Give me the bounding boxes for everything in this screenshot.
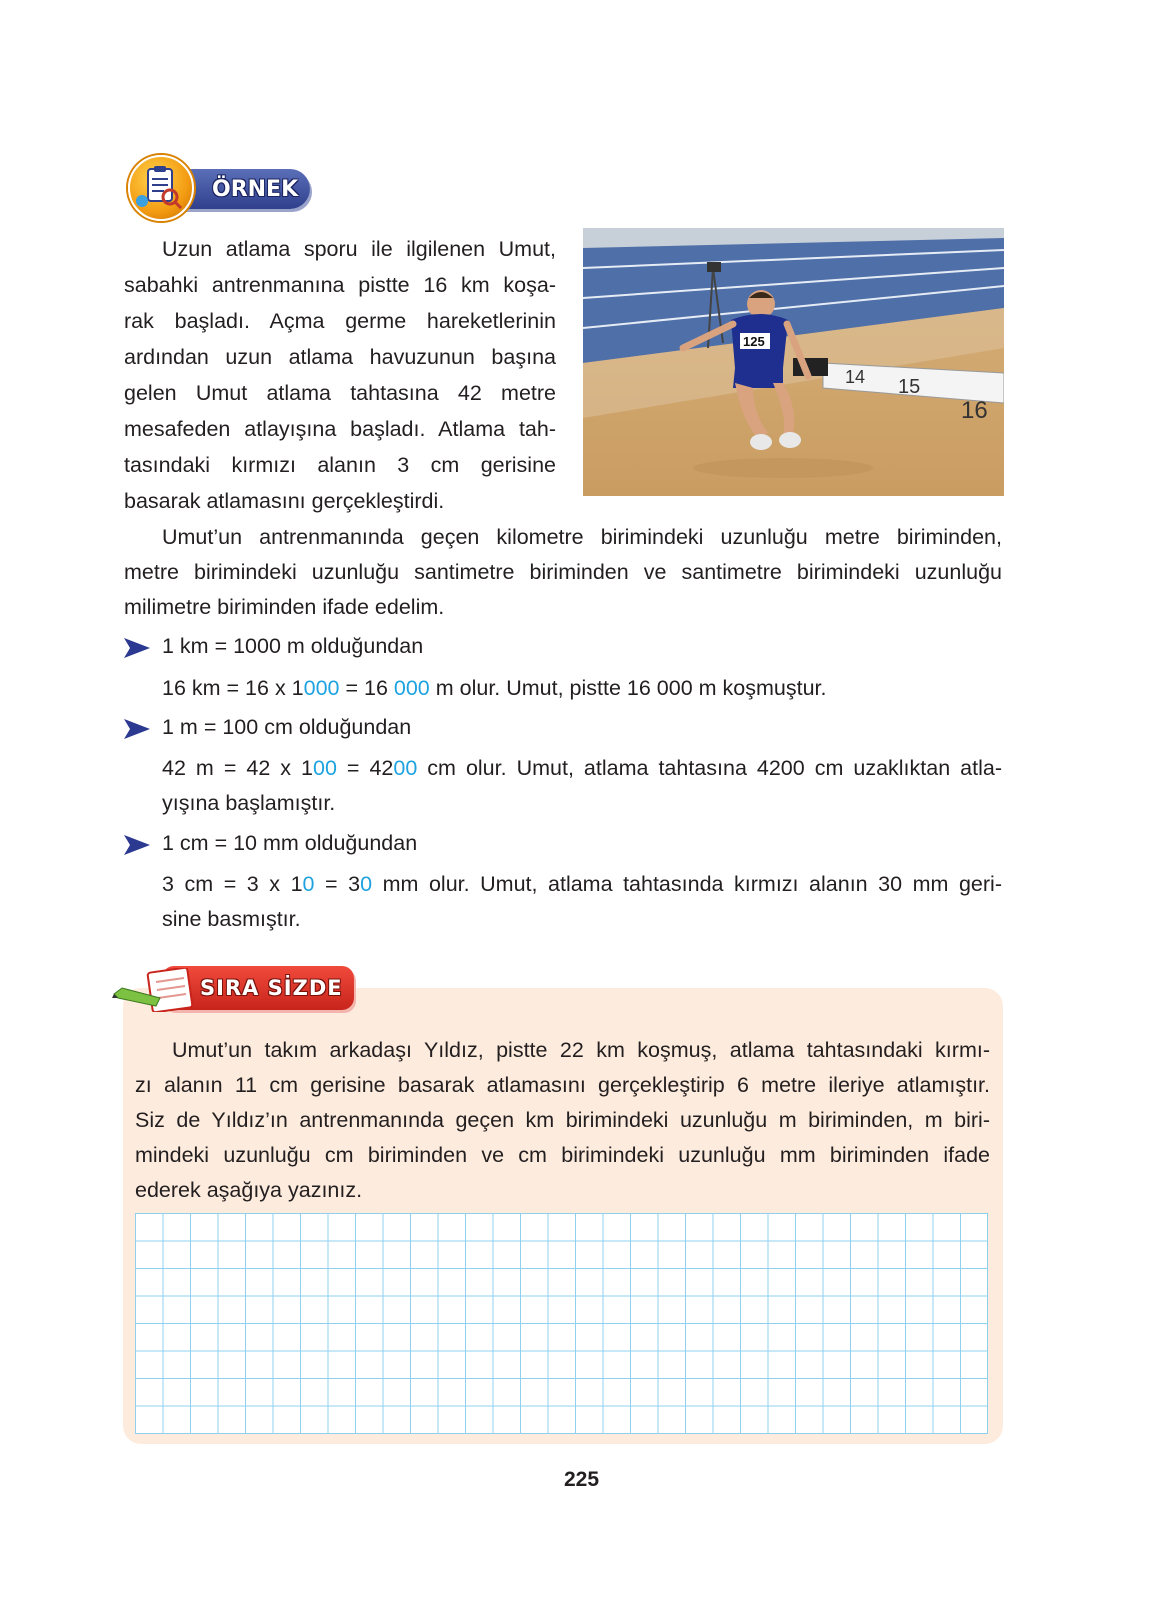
bib-number: 125: [743, 334, 765, 349]
task-line: milimetre biriminden ifade edelim.: [124, 595, 445, 619]
intro-line: Uzun atlama sporu ile ilgilenen Umut,: [162, 237, 556, 261]
calc-highlight: 000: [393, 676, 430, 700]
sira-line: Siz de Yıldız’ın antrenmanında geçen km birimindeki uzunluğu m biriminden, m biri-: [135, 1108, 990, 1132]
step-rule: 1 m = 100 cm olduğundan: [162, 715, 412, 739]
arrow-bullet-icon: [124, 835, 150, 855]
sira-line: mindeki uzunluğu cm biriminden ve cm birimindeki uzunluğu mm biriminden ifade: [135, 1143, 990, 1167]
intro-line: basarak atlamasını gerçekleştirdi.: [124, 489, 445, 513]
clipboard-icon: [128, 155, 194, 221]
ornek-label: ÖRNEK: [212, 177, 299, 202]
calc-text: 3 cm = 3 x 1: [162, 872, 303, 896]
calc-highlight: 00: [393, 756, 418, 780]
board-number: 15: [898, 376, 921, 398]
answer-grid[interactable]: [135, 1213, 988, 1434]
calc-highlight: 00: [312, 756, 337, 780]
calc-text: mm olur. Umut, atlama tahtasında kırmızı alanın 30 mm geri-: [372, 872, 1002, 896]
arrow-bullet-icon: [124, 638, 150, 658]
intro-line: mesafeden atlayışına başladı. Atlama tah-: [124, 417, 556, 441]
arrow-bullet-icon: [124, 719, 150, 739]
long-jump-photo: [583, 228, 1004, 496]
step-calc: [162, 671, 1002, 705]
calc-text: = 42: [336, 756, 394, 780]
task-line: Umut’un antrenmanında geçen kilometre birimindeki uzunluğu metre biriminden,: [162, 525, 1002, 549]
intro-line: rak başladı. Açma germe hareketlerinin: [124, 309, 556, 333]
calc-highlight: 000: [303, 676, 340, 700]
intro-line: tasındaki kırmızı alanın 3 cm gerisine: [124, 453, 556, 477]
task-line: metre birimindeki uzunluğu santimetre biriminden ve santimetre birimindeki uzunluğu: [124, 560, 1002, 584]
sira-line: ederek aşağıya yazınız.: [135, 1178, 363, 1202]
intro-line: ardından uzun atlama havuzunun başına: [124, 345, 556, 369]
intro-line: sabahki antrenmanına pistte 16 km koşa-: [124, 273, 556, 297]
calc-text: m olur. Umut, pistte 16 000 m koşmuştur.: [429, 676, 827, 700]
calc-text: cm olur. Umut, atlama tahtasına 4200 cm uzaklıktan atla-: [417, 756, 1002, 780]
step-rule: 1 cm = 10 mm olduğundan: [162, 831, 418, 855]
calc-text: = 16: [339, 676, 394, 700]
intro-line: gelen Umut atlama tahtasına 42 metre: [124, 381, 556, 405]
sira-line: zı alanın 11 cm gerisine basarak atlamasını gerçekleştirip 6 metre ileriye atlamıştır.: [135, 1073, 990, 1097]
calc-text: 16 km = 16 x 1: [162, 676, 304, 700]
calc-text: 42 m = 42 x 1: [162, 756, 313, 780]
sira-sizde-badge: [112, 958, 362, 1022]
calc-highlight: 0: [360, 872, 373, 896]
page-number: 225: [563, 1468, 600, 1491]
board-number: 14: [845, 367, 866, 387]
calc-highlight: 0: [302, 872, 315, 896]
sira-line: Umut’un takım arkadaşı Yıldız, pistte 22 km koşmuş, atlama tahtasındaki kırmı-: [172, 1038, 990, 1062]
step-calc-cont: sine basmıştır.: [162, 907, 301, 931]
ornek-badge: [128, 155, 318, 221]
step-calc: [162, 867, 1002, 901]
step-calc: [162, 751, 1002, 785]
step-rule: 1 km = 1000 m olduğundan: [162, 634, 424, 658]
calc-text: = 3: [314, 872, 361, 896]
pencil-notepad-icon: [112, 968, 202, 1012]
sira-sizde-label: SIRA SİZDE: [200, 976, 343, 1000]
step-calc-cont: yışına başlamıştır.: [162, 791, 336, 815]
board-number: 16: [961, 397, 988, 424]
